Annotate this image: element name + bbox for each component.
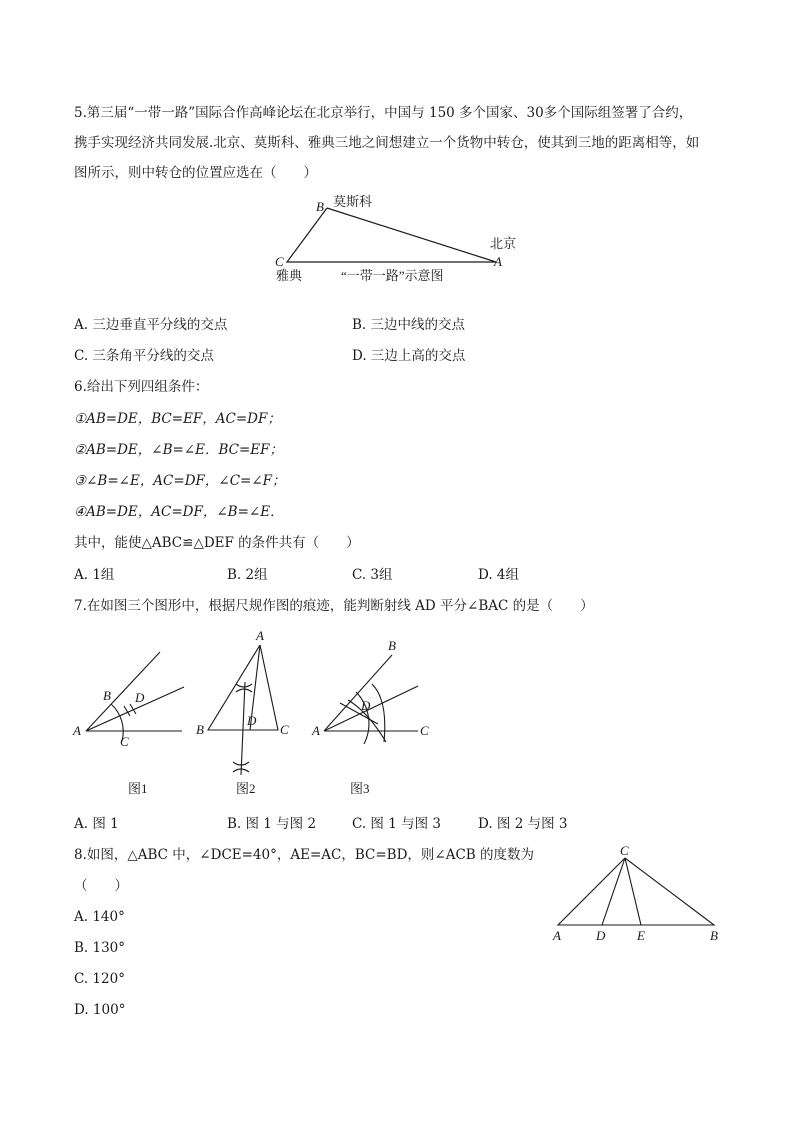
q7-stem: 7.在如图三个图形中，根据尺规作图的痕迹，能判断射线 AD 平分∠BAC 的是（ ） — [74, 598, 594, 614]
q5-caption: “一带一路”示意图 — [341, 268, 444, 283]
q6-condition-2: ②AB=DE，∠B=∠E．BC=EF； — [74, 442, 284, 458]
fig1-label-D: D — [135, 690, 145, 705]
fig1-caption: 图1 — [128, 781, 148, 796]
fig3-label-D: D — [361, 698, 371, 713]
q8-label-B: B — [710, 928, 718, 943]
q8-segment-CD — [602, 858, 625, 925]
q7-option-c: C. 图 1 与图 3 — [352, 816, 441, 832]
q6-condition-4: ④AB=DE，AC=DF，∠B=∠E． — [74, 504, 284, 520]
fig3-label-A: A — [312, 723, 320, 738]
fig1-label-C: C — [120, 734, 129, 749]
q5-line-2: 携手实现经济共同发展.北京、莫斯科、雅典三地之间想建立一个货物中转仓，使其到三地的距离相等，如 — [74, 135, 700, 151]
q5-option-b: B. 三边中线的交点 — [352, 317, 466, 333]
fig3-label-C: C — [420, 723, 429, 738]
q8-paren: （ ） — [74, 878, 128, 894]
fig2-label-D: D — [247, 713, 257, 728]
q6-condition-1: ①AB=DE，BC=EF，AC=DF； — [74, 411, 281, 427]
q5-option-a: A. 三边垂直平分线的交点 — [74, 317, 228, 333]
fig2-label-C: C — [280, 722, 289, 737]
q6-question: 其中，能使△ABC≌△DEF 的条件共有（ ） — [74, 535, 360, 551]
q8-option-b: B. 130° — [74, 940, 126, 956]
q6-stem: 6.给出下列四组条件： — [74, 379, 209, 395]
q5-label-C: C — [275, 254, 284, 269]
q8-label-E: E — [637, 928, 645, 943]
q5-label-beijing: 北京 — [490, 236, 517, 251]
q8-label-A: A — [553, 928, 561, 943]
q5-option-d: D. 三边上高的交点 — [352, 348, 466, 364]
q8-option-c: C. 120° — [74, 971, 125, 987]
q6-option-d: D. 4组 — [478, 567, 520, 583]
q6-option-c: C. 3组 — [352, 567, 393, 583]
q8-stem: 8.如图，△ABC 中，∠DCE=40°，AE=AC，BC=BD，则∠ACB 的度数为 — [74, 847, 535, 863]
q6-condition-3: ③∠B=∠E，AC=DF，∠C=∠F； — [74, 473, 286, 489]
q5-label-athens: 雅典 — [276, 268, 303, 283]
fig3-caption: 图3 — [350, 781, 370, 796]
q5-option-c: C. 三条角平分线的交点 — [74, 348, 214, 364]
q5-line-1: 5.第三届“一带一路”国际合作高峰论坛在北京举行，中国与 150 多个国家、30多个国际组签署了合约， — [74, 105, 693, 121]
q6-option-b: B. 2组 — [227, 567, 268, 583]
q8-option-d: D. 100° — [74, 1002, 126, 1018]
q7-option-a: A. 图 1 — [74, 816, 119, 832]
fig3-label-B: B — [388, 638, 396, 653]
fig2-caption: 图2 — [236, 781, 256, 796]
fig1-label-A: A — [73, 723, 81, 738]
q8-triangle — [558, 858, 714, 925]
q8-label-D: D — [596, 928, 606, 943]
q7-option-d: D. 图 2 与图 3 — [478, 816, 568, 832]
fig2-label-B: B — [196, 722, 204, 737]
q5-label-moscow: 莫斯科 — [333, 194, 373, 209]
q5-label-A: A — [494, 254, 502, 269]
q7-option-b: B. 图 1 与图 2 — [227, 816, 317, 832]
fig1-label-B: B — [103, 688, 111, 703]
q8-option-a: A. 140° — [74, 909, 125, 925]
fig2-label-A: A — [256, 628, 264, 643]
q5-line-3: 图所示，则中转仓的位置应选在（ ） — [74, 165, 317, 181]
q5-label-B: B — [316, 199, 324, 214]
q6-option-a: A. 1组 — [74, 567, 115, 583]
q8-label-C: C — [620, 843, 629, 858]
